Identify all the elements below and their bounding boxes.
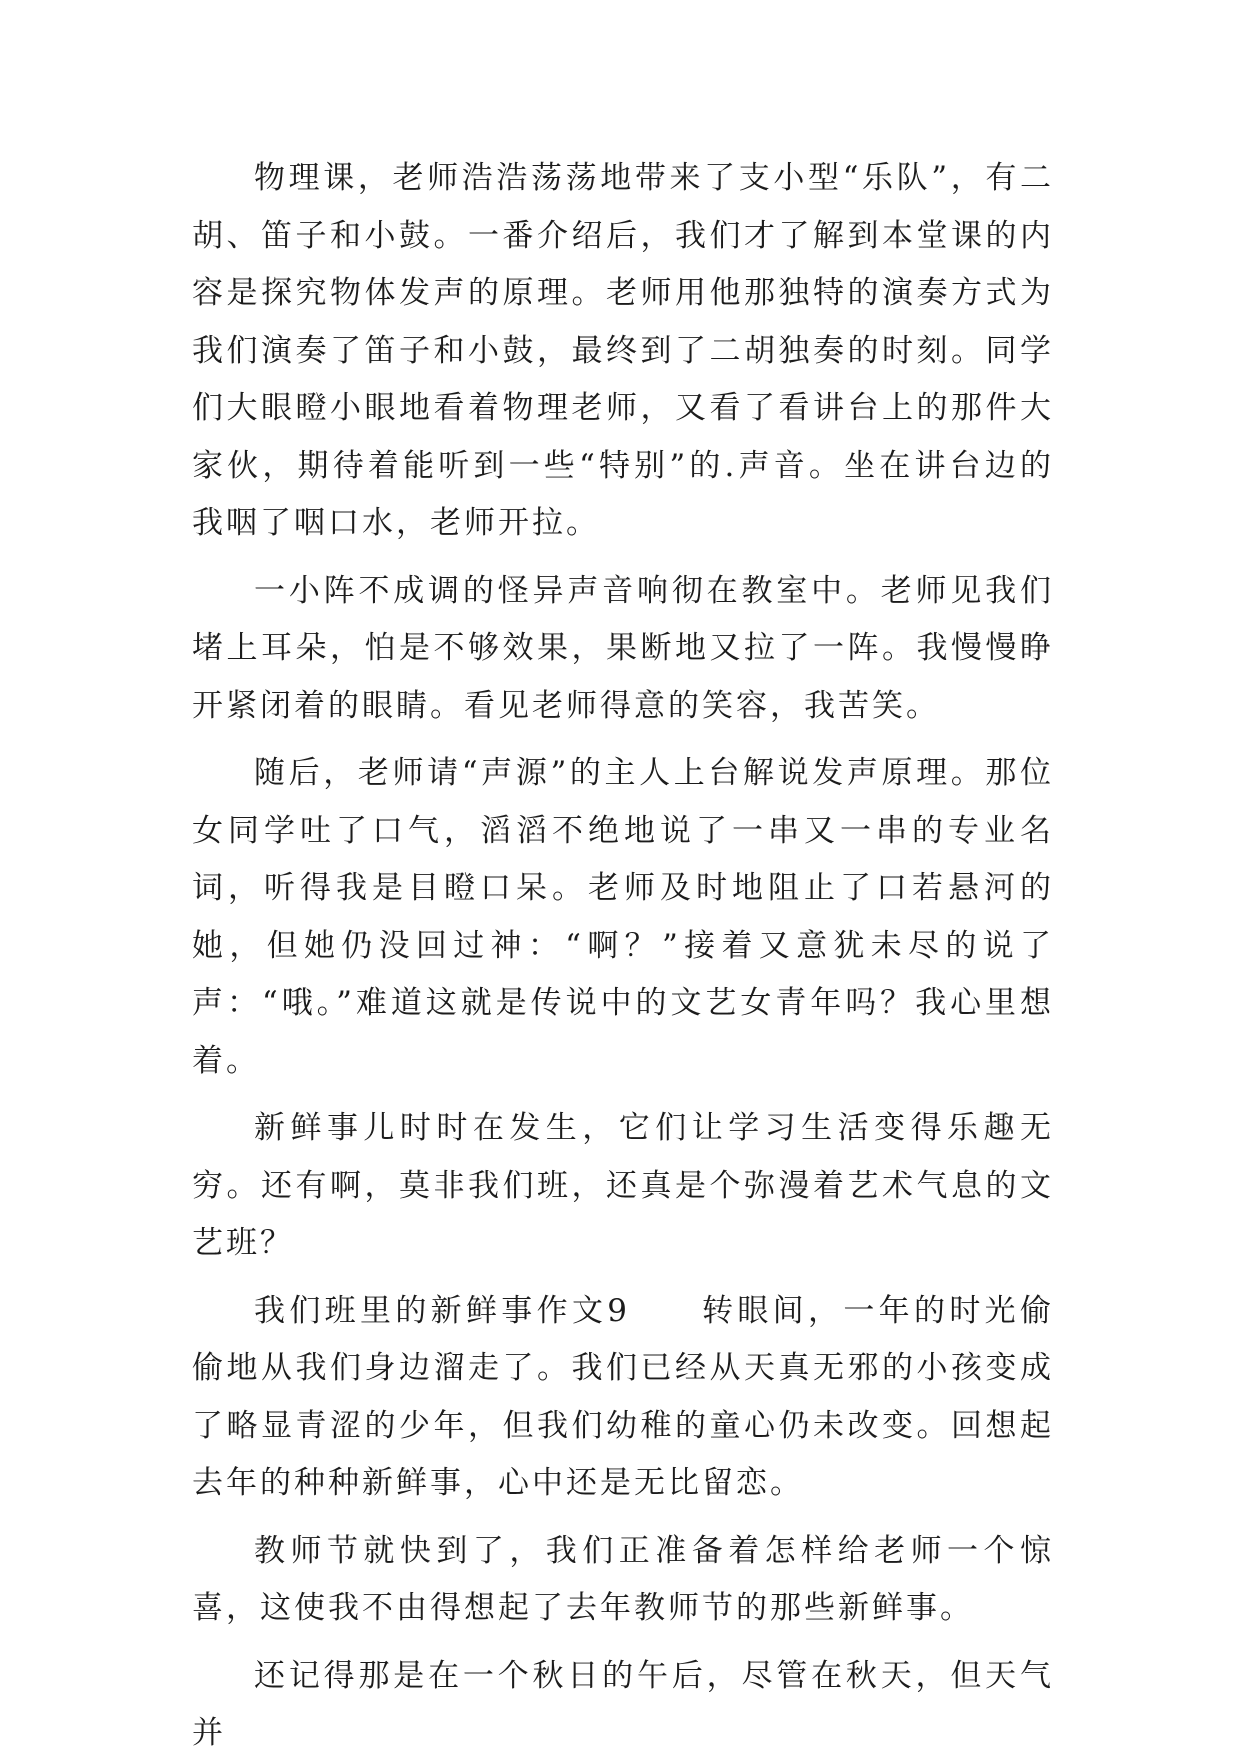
paragraph: 一小阵不成调的怪异声音响彻在教室中。老师见我们堵上耳朵，怕是不够效果，果断地又拉了一阵。我慢慢睁开紧闭着的眼睛。看见老师得意的笑容，我苦笑。 [192, 572, 1054, 724]
paragraph: 随后，老师请“声源”的主人上台解说发声原理。那位女同学吐了口气，滔滔不绝地说了一串又一串的专业名词，听得我是目瞪口呆。老师及时地阻止了口若悬河的她，但她仍没回过神：“啊？”接着又意犹未尽的说了声：“哦。”难道这就是传说中的文艺女青年吗？我心里想着。 [192, 755, 1054, 1079]
document-body [192, 150, 1054, 1763]
paragraph: 我们班里的新鲜事作文9 转眼间，一年的时光偷偷地从我们身边溜走了。我们已经从天真无邪的小孩变成了略显青涩的少年，但我们幼稚的童心仍未改变。回想起去年的种种新鲜事，心中还是无比留恋。 [192, 1292, 1054, 1501]
paragraph: 教师节就快到了，我们正准备着怎样给老师一个惊喜，这使我不由得想起了去年教师节的那些新鲜事。 [192, 1532, 1054, 1626]
paragraph: 新鲜事儿时时在发生，它们让学习生活变得乐趣无穷。还有啊，莫非我们班，还真是个弥漫着艺术气息的文艺班？ [192, 1110, 1054, 1261]
paragraph: 还记得那是在一个秋日的午后，尽管在秋天，但天气并 [192, 1657, 1054, 1751]
paragraph: 物理课，老师浩浩荡荡地带来了支小型“乐队”，有二胡、笛子和小鼓。一番介绍后，我们才了解到本堂课的内容是探究物体发声的原理。老师用他那独特的演奏方式为我们演奏了笛子和小鼓，最终到了二胡独奏的时刻。同学们大眼瞪小眼地看着物理老师，又看了看讲台上的那件大家伙，期待着能听到一些“特别”的.声音。坐在讲台边的我咽了咽口水，老师开拉。 [192, 160, 1054, 541]
